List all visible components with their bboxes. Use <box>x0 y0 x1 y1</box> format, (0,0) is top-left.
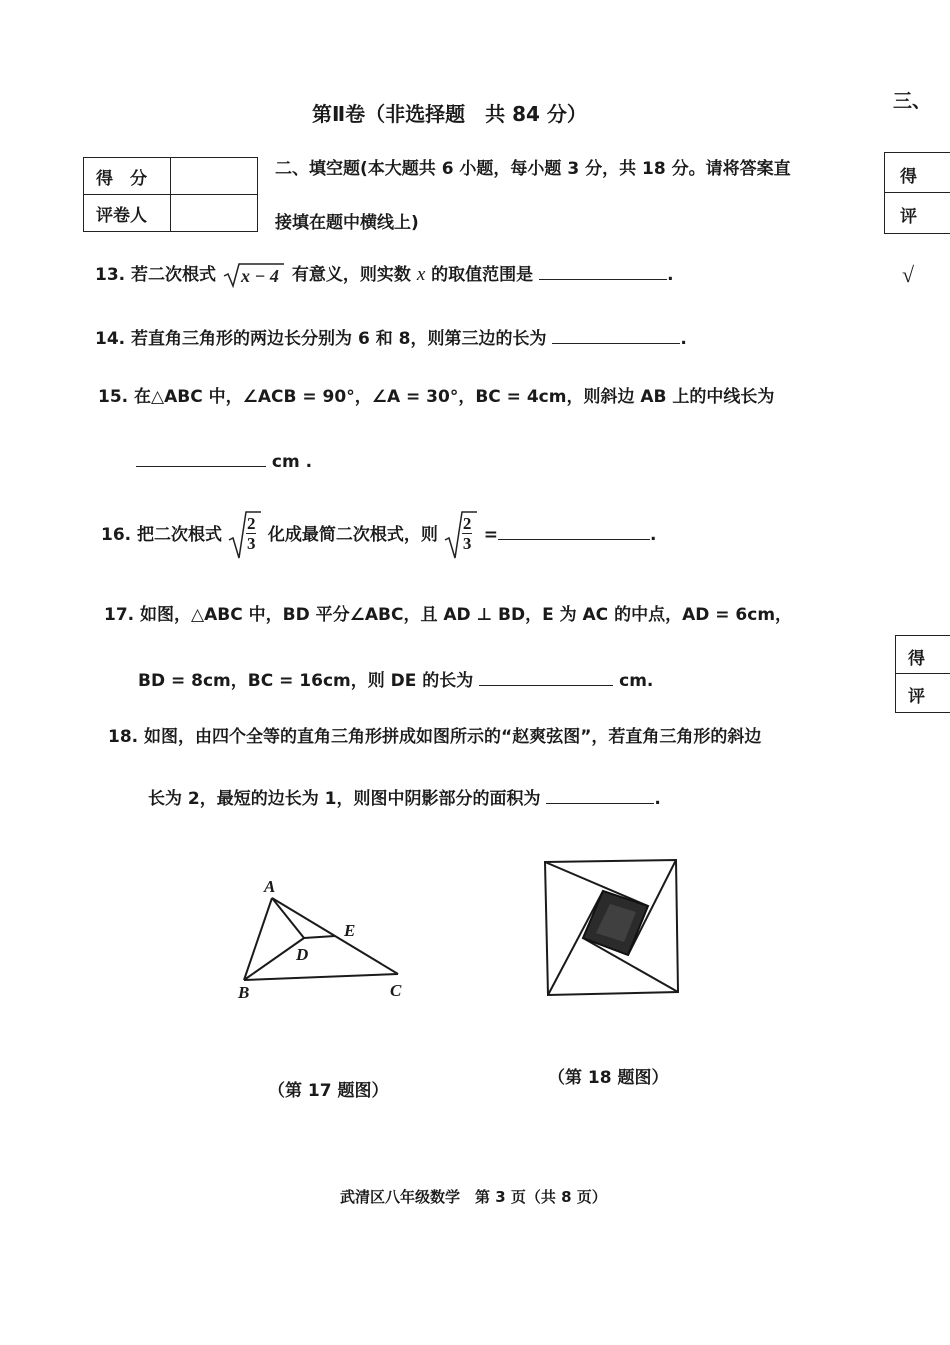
score-cell[interactable] <box>171 158 258 195</box>
radical-sign-icon <box>222 262 286 288</box>
score-label: 得 分 <box>84 158 171 195</box>
q13-radicand: x − 4 <box>240 266 279 286</box>
q14-text: 若直角三角形的两边长分别为 6 和 8，则第三边的长为 <box>131 329 547 349</box>
q13-post2: 的取值范围是 <box>431 265 534 285</box>
segment-bc <box>244 974 398 980</box>
q18-line2: 长为 2，最短的边长为 1，则图中阴影部分的面积为 <box>148 789 541 809</box>
question-15 <box>98 382 774 407</box>
next-page-row4: 评 <box>908 687 925 707</box>
q13-sqrt <box>222 262 286 288</box>
q16-sqrt-1 <box>228 510 262 560</box>
label-b: B <box>238 983 250 1002</box>
q15-line1: 在△ABC 中，∠ACB = 90°，∠A = 30°，BC = 4cm，则斜边 AB 上的中线长为 <box>134 387 775 407</box>
figure-17-caption: （第 17 题图） <box>268 1081 389 1101</box>
segment-ad <box>272 898 304 938</box>
label-c: C <box>390 981 402 1000</box>
q16-mid: 化成最简二次根式，则 <box>267 525 438 545</box>
q13-post: 有意义，则实数 <box>291 265 411 285</box>
q17-line2-pre: BD = 8cm，BC = 16cm，则 DE 的长为 <box>138 671 474 691</box>
question-17-line2 <box>138 666 653 691</box>
q13-pre: 若二次根式 <box>131 265 217 285</box>
q14-end: . <box>680 329 687 349</box>
question-18-line2 <box>148 784 661 809</box>
next-page-heading: 三、 <box>893 90 932 112</box>
label-a: A <box>264 877 276 896</box>
segment-de <box>304 936 335 938</box>
figure-18-caption: （第 18 题图） <box>548 1068 669 1088</box>
question-18 <box>108 722 761 747</box>
next-page-score-table-1 <box>884 152 950 234</box>
question-16 <box>101 510 656 560</box>
q13-answer-blank[interactable] <box>539 261 667 280</box>
radical-sign-icon <box>444 510 478 560</box>
q17-answer-blank[interactable] <box>479 667 613 686</box>
part2-heading-line1: 二、填空题(本大题共 6 小题，每小题 3 分，共 18 分。请将答案直 <box>275 159 791 179</box>
q17-line1: 如图，△ABC 中，BD 平分∠ABC，且 AD ⊥ BD，E 为 AC 的中点，AD = 6cm， <box>140 605 793 625</box>
q16-eq: = <box>483 525 498 545</box>
q18-end: . <box>654 789 661 809</box>
q13-end: . <box>667 265 674 285</box>
page-footer: 武清区八年级数学 第 3 页（共 8 页） <box>340 1188 607 1206</box>
q16-end: . <box>649 525 657 545</box>
q16-frac1-num: 2 <box>246 514 256 533</box>
score-table <box>83 157 258 232</box>
question-14 <box>95 324 687 349</box>
label-e: E <box>344 921 356 940</box>
q18-number: 18. <box>108 727 139 747</box>
grader-label: 评卷人 <box>84 195 171 232</box>
q15-answer-blank[interactable] <box>136 448 266 467</box>
part2-heading-line2: 接填在题中横线上) <box>275 213 419 233</box>
next-page-table-2-divider <box>895 673 950 674</box>
figure-18 <box>540 856 690 1006</box>
radical-sign-icon <box>228 510 262 560</box>
q14-number: 14. <box>95 329 126 349</box>
segment-bd <box>244 938 304 980</box>
q16-answer-blank[interactable] <box>498 521 650 540</box>
q14-answer-blank[interactable] <box>552 325 680 344</box>
question-17 <box>104 600 792 625</box>
figure-17 <box>228 872 428 1012</box>
grader-cell[interactable] <box>171 195 258 232</box>
q16-pre: 把二次根式 <box>137 525 223 545</box>
label-d: D <box>296 945 309 964</box>
question-15-line2 <box>136 448 312 472</box>
q16-frac2-den: 3 <box>462 534 472 553</box>
next-page-radical-fragment: √ <box>902 262 915 287</box>
next-page-row3: 得 <box>908 649 925 669</box>
segment-ab <box>244 898 272 980</box>
next-page-table-1-divider <box>884 192 950 193</box>
triangle-edge-1 <box>545 862 648 906</box>
question-13 <box>95 260 674 288</box>
q15-unit: cm . <box>271 452 313 472</box>
q18-answer-blank[interactable] <box>546 785 654 804</box>
q13-var: x <box>416 264 426 285</box>
q15-number: 15. <box>98 387 129 407</box>
q17-number: 17. <box>104 605 135 625</box>
next-page-row1: 得 <box>900 167 917 187</box>
q16-frac2-num: 2 <box>462 514 472 533</box>
q17-unit: cm. <box>619 671 654 691</box>
q13-number: 13. <box>95 265 126 285</box>
q16-frac1-den: 3 <box>246 534 256 553</box>
q16-number: 16. <box>101 525 132 545</box>
q18-line1: 如图，由四个全等的直角三角形拼成如图所示的“赵爽弦图”，若直角三角形的斜边 <box>144 727 762 747</box>
q16-sqrt-2 <box>444 510 478 560</box>
section-title: 第Ⅱ卷（非选择题 共 84 分） <box>312 102 587 126</box>
next-page-row2: 评 <box>900 207 917 227</box>
